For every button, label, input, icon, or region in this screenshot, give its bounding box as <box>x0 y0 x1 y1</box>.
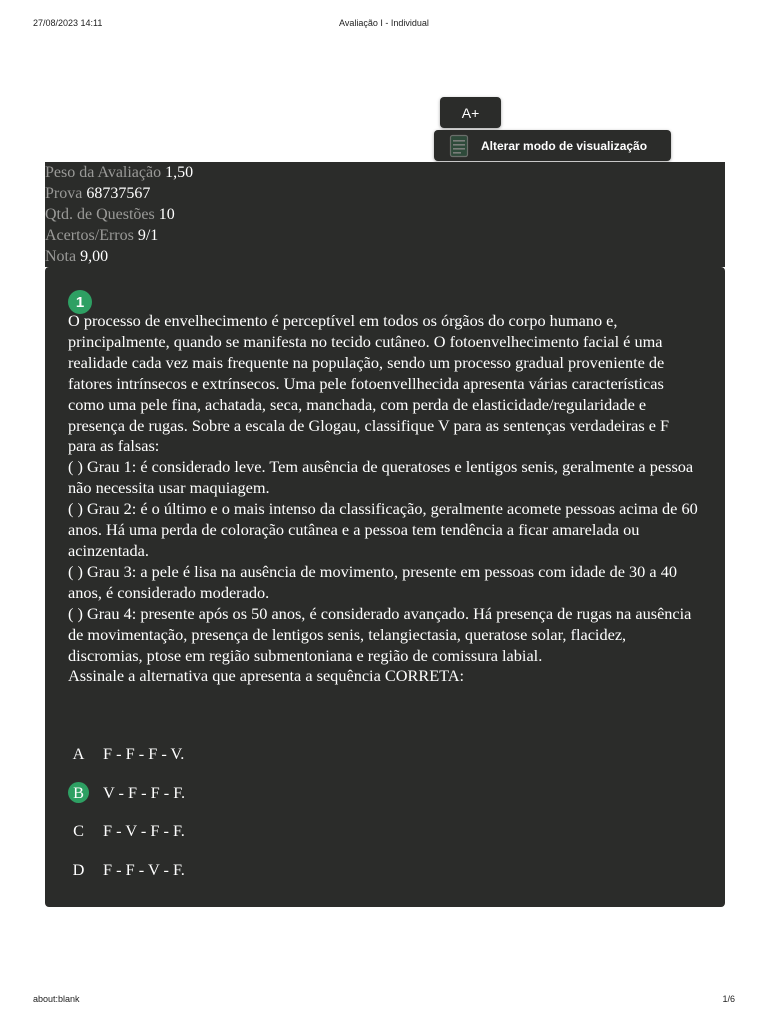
print-header <box>33 18 735 30</box>
option-a[interactable] <box>68 735 700 774</box>
summary-row-grade: Nota 9,00 <box>45 248 109 265</box>
question-prompt: Assinale a alternativa que apresenta a sequência CORRETA: <box>68 666 465 686</box>
option-letter: C <box>73 821 84 841</box>
question-item: ( ) Grau 3: a pele é lisa na ausência de movimento, presente em pessoas com idade de 30 a 40 anos, é considerado moderado. <box>68 561 677 602</box>
option-c[interactable] <box>68 812 700 851</box>
change-view-mode-button[interactable] <box>434 130 671 161</box>
option-text: V - F - F - F. <box>103 782 186 802</box>
option-d[interactable] <box>68 851 700 890</box>
option-b[interactable] <box>68 774 700 813</box>
option-text: F - F - F - V. <box>103 744 185 764</box>
summary-row-exam: Prova 68737567 <box>45 185 151 202</box>
question-item: ( ) Grau 4: presente após os 50 anos, é considerado avançado. Há presença de rugas na ausência de movimentação, presença de lentigos senis, telangiectasia, queratose solar, flacidez, discromias, ptose em região submentoniana e região de comissura labial. <box>68 603 692 665</box>
summary-row-question-count: Qtd. de Questões 10 <box>45 206 175 223</box>
view-mode-label: Alterar modo de visualização <box>481 138 648 153</box>
option-text: F - V - F - F. <box>103 821 185 841</box>
question-card <box>45 267 725 907</box>
assessment-summary <box>45 162 725 267</box>
increase-font-button[interactable]: A+ <box>440 97 501 128</box>
question-number-badge: 1 <box>68 290 92 314</box>
print-page-number: 1/6 <box>722 994 735 1004</box>
print-title: Avaliação I - Individual <box>339 18 429 28</box>
question-item: ( ) Grau 1: é considerado leve. Tem ausência de queratoses e lentigos senis, geralmente a pessoa não necessita usar maquiagem. <box>68 457 694 498</box>
summary-row-hits-errors: Acertos/Erros 9/1 <box>45 227 159 244</box>
option-letter: A <box>72 744 85 764</box>
summary-row-weight: Peso da Avaliação 1,50 <box>45 164 194 181</box>
option-text: F - F - V - F. <box>103 859 185 879</box>
question-item: ( ) Grau 2: é o último e o mais intenso da classificação, geralmente acomete pessoas acima de 60 anos. Há uma perda de coloração cutânea e a pessoa tem tendência a ficar amarelada ou acinzentada. <box>68 499 698 560</box>
question-statement: O processo de envelhecimento é perceptível em todos os órgãos do corpo humano e, principalmente, quando se manifesta no tecido cutâneo. O fotoenvelhecimento facial é uma realidade cada vez mais frequente na população, sendo um processo gradual proveniente de fatores intrínsecos e extrínsecos. Uma pele fotoenvellhecida apresenta várias características como uma pele fina, achatada, seca, manchada, com perda de elasticidade/regularidade e presença de rugas. Sobre a escala de Glogau, classifique V para as sentenças verdadeiras e F para as falsas: <box>68 311 670 456</box>
document-view-icon <box>449 134 469 158</box>
answer-options <box>68 735 700 889</box>
print-footer <box>33 994 735 1006</box>
print-url: about:blank <box>33 994 80 1004</box>
question-text <box>68 311 700 687</box>
option-letter: D <box>72 859 85 879</box>
print-datetime: 27/08/2023 14:11 <box>33 18 103 28</box>
option-letter-correct: B <box>68 782 89 803</box>
